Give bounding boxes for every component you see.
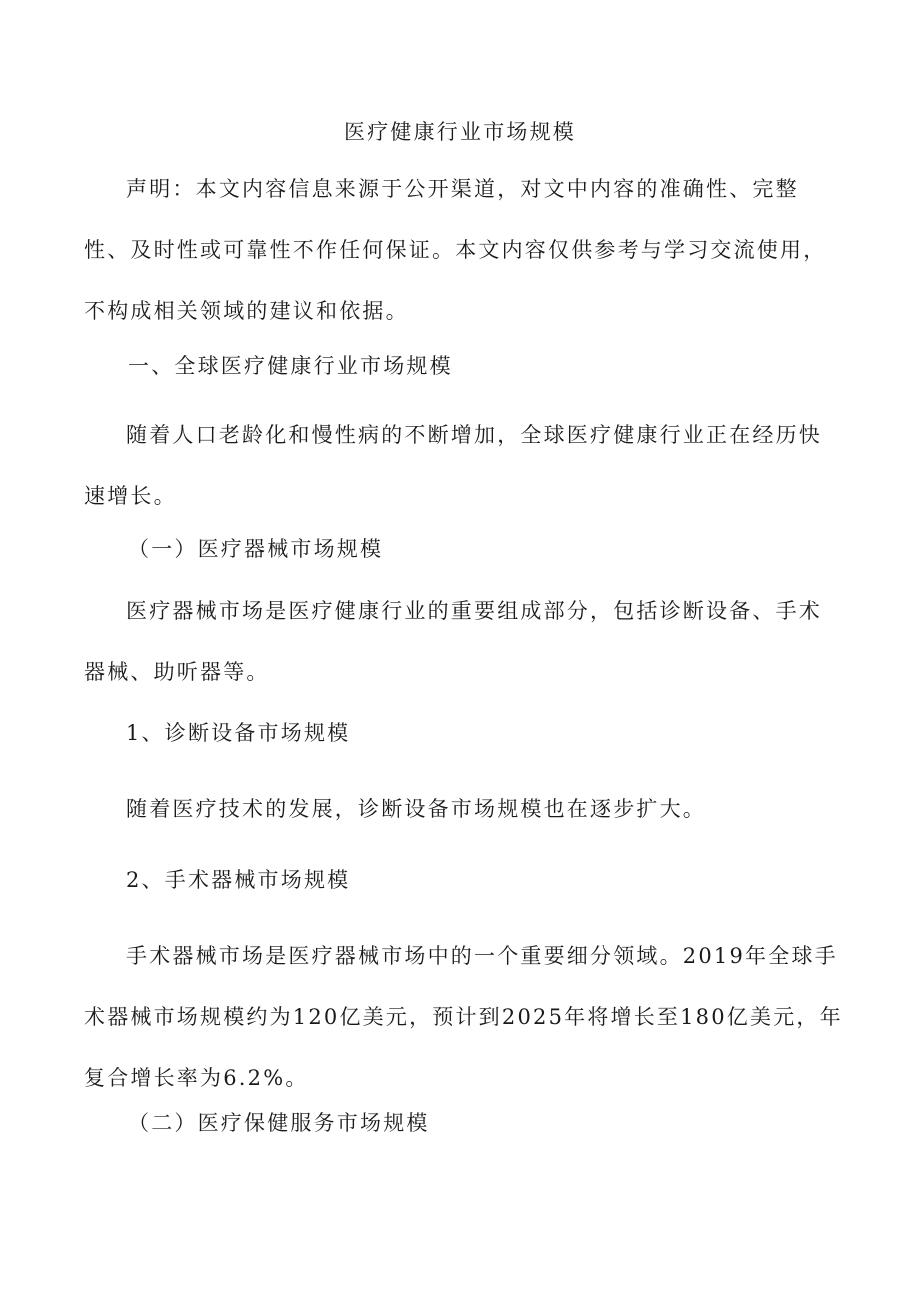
subsection-heading-healthcare-services: （二）医疗保健服务市场规模 [128, 1111, 430, 1135]
section-heading-global-market: 一、全球医疗健康行业市场规模 [128, 354, 453, 378]
section-global-market-text: 随着人口老龄化和慢性病的不断增加，全球医疗健康行业正在经历快速增长。 [84, 423, 822, 508]
document-title: 医疗健康行业市场规模 [344, 120, 576, 144]
disclaimer-paragraph: 声明：本文内容信息来源于公开渠道，对文中内容的准确性、完整性、及时性或可靠性不作任何保证。本文内容仅供参考与学习交流使用，不构成相关领域的建议和依据。 [84, 177, 827, 323]
item-surgical-instruments-text: 手术器械市场是医疗器械市场中的一个重要细分领域。2019年全球手术器械市场规模约为120亿美元，预计到2025年将增长至180亿美元，年复合增长率为6.2%。 [84, 944, 843, 1090]
subsection-medical-devices-text: 医疗器械市场是医疗健康行业的重要组成部分，包括诊断设备、手术器械、助听器等。 [84, 599, 822, 684]
subsection-heading-medical-devices: （一）医疗器械市场规模 [128, 537, 384, 561]
item-diagnostic-equipment-text: 随着医疗技术的发展，诊断设备市场规模也在逐步扩大。 [126, 797, 706, 821]
item-heading-diagnostic-equipment: 1、诊断设备市场规模 [126, 721, 351, 745]
item-heading-surgical-instruments: 2、手术器械市场规模 [126, 868, 351, 892]
